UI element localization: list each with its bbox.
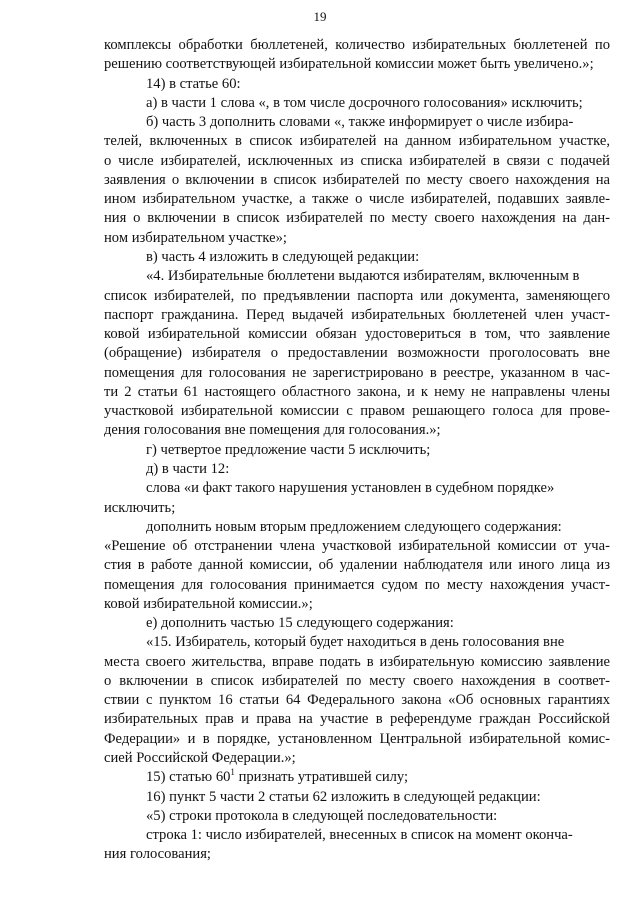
line-text-main: «Решение об отстранении члена участковой избирательной комиссии от уча- [104, 538, 610, 554]
line-text-main: 15) статью 60 [146, 769, 231, 786]
line-text-main: комплексы обработки бюллетеней, количество избирательных бюллетеней по [104, 37, 610, 53]
line-text-main: Федерации» и в порядке, установленном Центральной избирательной комис- [104, 730, 610, 747]
line-text-main: ном избирательном участке»; [104, 229, 287, 246]
line-text-main: 14) в статье 60: [146, 75, 241, 92]
line-text-main: д) в части 12: [146, 460, 230, 477]
line-text [104, 209, 610, 227]
page-number: 19 [313, 9, 327, 24]
line-text-main: е) дополнить частью 15 следующего содержания: [146, 615, 454, 632]
line-text-main: «4. Избирательные бюллетени выдаются избирателям, включенным в [146, 268, 580, 285]
line-text [104, 421, 441, 439]
line-text-main: ковой избирательной комиссии.»; [104, 595, 313, 612]
line-text [146, 441, 430, 459]
line-text [104, 710, 610, 728]
line-text-main: стия в работе данной комиссии, об удалении наблюдателя или иного лица из [104, 557, 610, 574]
line-text-main: слова «и факт такого нарушения установлен в судебном порядке» [146, 480, 555, 497]
line-text [146, 267, 579, 285]
superscript: 1 [230, 767, 235, 778]
line-text-main: помещения для голосования не зарегистрировано в реестре, указанном в час- [104, 364, 610, 381]
line-text-main: ковой избирательной комиссии обязан удостовериться в том, что заявление [104, 326, 610, 343]
line-text-after: признать утратившей силу; [234, 769, 409, 786]
line-text-main: о включении в список избирателей по месту своего нахождения в соответ- [104, 672, 610, 689]
line-text-main: в) часть 4 изложить в следующей редакции: [146, 249, 420, 265]
line-text-main: (обращение) избирателя о предоставлении возможности проголосовать вне [104, 345, 610, 362]
line-text [146, 460, 229, 478]
line-text-main: г) четвертое предложение части 5 исключить; [146, 441, 431, 458]
line-text-main: дополнить новым вторым предложением следующего содержания: [146, 518, 562, 535]
line-text [104, 325, 610, 343]
line-text-main: заявления о включении в список избирателей по месту своего нахождения на [104, 171, 610, 188]
line-text [104, 287, 610, 305]
line-text [104, 537, 610, 555]
line-text-main: избирательных прав и права на участие в референдуме граждан Российской [104, 711, 610, 728]
line-text [146, 75, 241, 93]
line-text [104, 595, 313, 613]
line-text-main: ином избирательном участке, а также о числе избирателей, подавших заявле- [104, 191, 610, 208]
line-text [104, 190, 610, 208]
line-text-main: места своего жительства, вправе подать в избирательную комиссию заявление [104, 653, 610, 670]
line-text-main: ния голосования; [104, 846, 211, 863]
line-text-main: б) часть 3 дополнить словами «, также информирует о числе избира- [146, 114, 574, 131]
line-text [146, 788, 541, 806]
line-text-main: помещения для голосования принимается судом по месту нахождения участ- [104, 576, 610, 593]
line-text [104, 672, 610, 690]
line-text [146, 826, 573, 844]
line-text [104, 845, 211, 863]
line-text-main: о числе избирателей, исключенных из списка избирателей в связи с подачей [104, 152, 610, 169]
line-text [104, 499, 175, 517]
line-text [104, 152, 610, 170]
line-text [104, 383, 610, 401]
line-text [104, 344, 610, 362]
line-text-main: «5) строки протокола в следующей последовательности: [146, 807, 498, 824]
line-text [104, 229, 287, 247]
line-text-main: телей, включенных в список избирателей на данном избирательном участке, [104, 133, 610, 150]
line-text [146, 768, 408, 786]
line-text [104, 402, 610, 420]
line-text [146, 94, 583, 112]
line-text-main: список избирателей, по предъявлении паспорта или документа, заменяющего [104, 287, 610, 304]
line-text [146, 479, 554, 497]
line-text-main: ти 2 статьи 61 настоящего областного закона, и к нему не направлены члены [104, 383, 610, 400]
line-text [104, 576, 610, 594]
line-text [104, 132, 610, 150]
line-text [146, 633, 564, 651]
line-text [104, 749, 296, 767]
line-text [104, 364, 610, 382]
line-text-main: ния о включении в список избирателей по месту своего нахождения на дан- [104, 210, 610, 227]
line-text [146, 113, 573, 131]
line-text [104, 691, 610, 709]
line-text-main: ствии с пунктом 16 статьи 64 Федерального закона «Об основных гарантиях [104, 692, 610, 709]
line-text-main: паспорт гражданина. Перед выдачей избирательных бюллетеней член участ- [104, 306, 610, 323]
line-text-main: дения голосования вне помещения для голосования.»; [104, 422, 441, 439]
line-text [146, 614, 454, 632]
line-text-main: 16) пункт 5 части 2 статьи 62 изложить в следующей редакции: [146, 788, 541, 805]
line-text-main: участковой избирательной комиссии с правом решающего голоса для прове- [104, 403, 610, 420]
line-text [104, 556, 610, 574]
line-text-main: решению соответствующей избирательной комиссии может быть увеличено.»; [104, 56, 594, 73]
line-text-main: а) в части 1 слова «, в том числе досрочного голосования» исключить; [146, 94, 583, 111]
line-text [104, 171, 610, 189]
line-text [104, 306, 610, 324]
line-text [146, 807, 497, 825]
line-text [104, 730, 610, 748]
line-text [104, 36, 610, 54]
line-text-main: «15. Избиратель, который будет находиться в день голосования вне [146, 634, 565, 651]
line-text [146, 248, 419, 266]
line-text [146, 518, 562, 536]
line-text [104, 653, 610, 671]
line-text-main: сией Российской Федерации.»; [104, 750, 296, 766]
line-text-main: строка 1: число избирателей, внесенных в список на момент оконча- [146, 827, 573, 844]
line-text-main: исключить; [104, 499, 176, 516]
line-text [104, 55, 594, 73]
